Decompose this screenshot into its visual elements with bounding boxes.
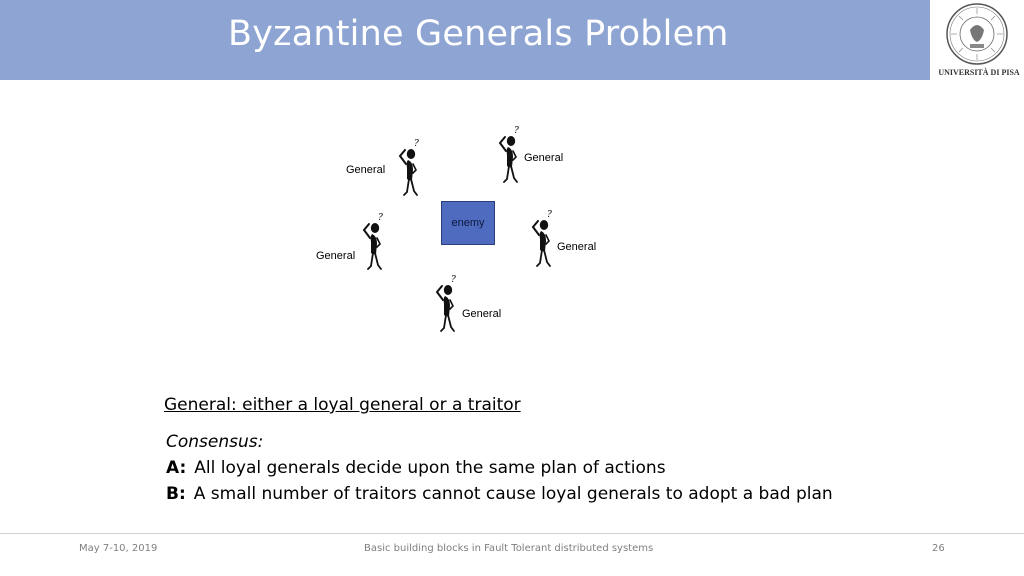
general-label: General — [462, 308, 502, 320]
slide-title: Byzantine Generals Problem — [228, 14, 729, 54]
general-label: General — [346, 164, 386, 176]
consensus-point-b — [166, 484, 833, 504]
general-figure — [364, 213, 383, 269]
generals-figures: ? — [0, 0, 1024, 576]
point-tag: A: — [166, 458, 187, 478]
consensus-heading: Consensus: — [166, 432, 264, 452]
point-text: A small number of traitors cannot cause loyal generals to adopt a bad plan — [193, 484, 833, 504]
footer-date: May 7-10, 2019 — [79, 543, 158, 554]
general-figure — [437, 275, 456, 331]
enemy-box: enemy — [441, 201, 495, 245]
point-tag: B: — [166, 484, 186, 504]
consensus-point-a — [166, 458, 666, 478]
page-number: 26 — [932, 543, 945, 554]
general-figure — [500, 126, 519, 182]
footer-divider — [0, 533, 1024, 534]
general-figure — [533, 210, 552, 266]
general-figure — [400, 139, 419, 195]
footer-course: Basic building blocks in Fault Tolerant distributed systems — [364, 543, 654, 554]
point-text: All loyal generals decide upon the same plan of actions — [194, 458, 666, 478]
logo-caption: UNIVERSITÀ DI PISA — [938, 68, 1020, 77]
general-label: General — [316, 250, 356, 262]
general-label: General — [557, 241, 597, 253]
general-definition: General: either a loyal general or a traitor — [164, 395, 521, 415]
general-label: General — [524, 152, 564, 164]
